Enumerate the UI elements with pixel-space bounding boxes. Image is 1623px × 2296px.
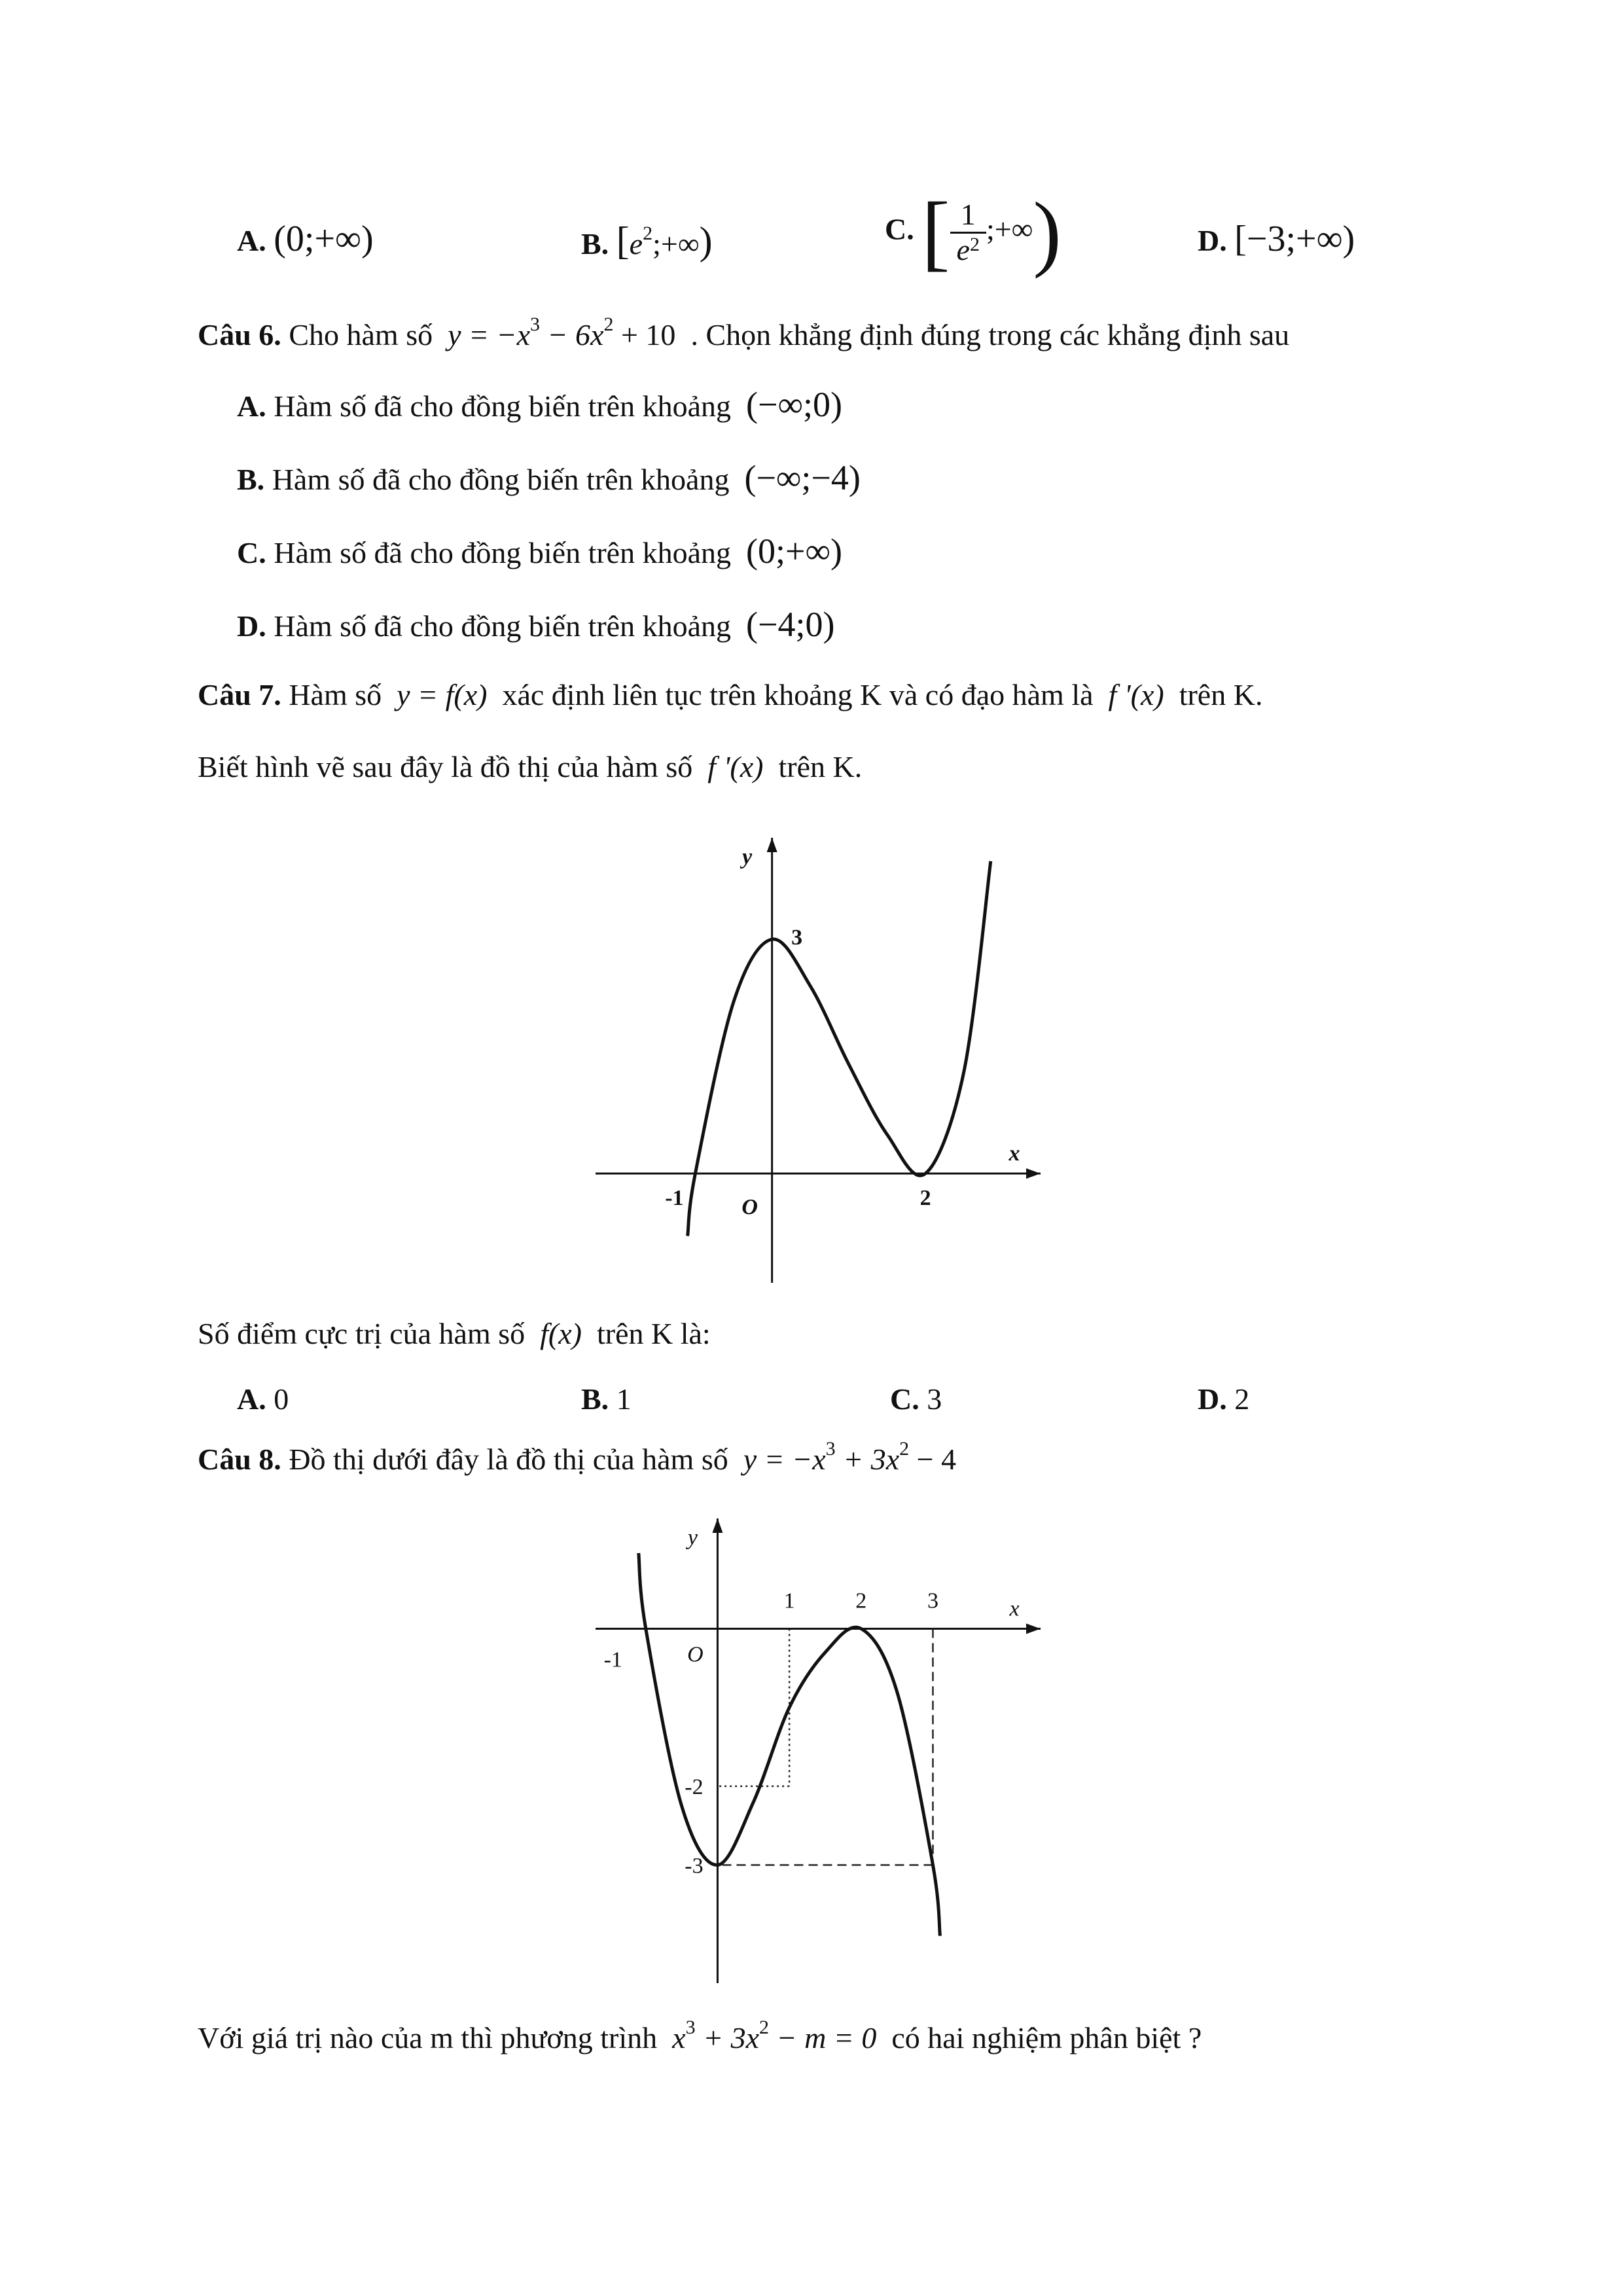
interval-power: 2 (643, 223, 653, 244)
q5-option-c[interactable] (885, 185, 1061, 279)
equation-part: − 6x (540, 318, 604, 351)
y-tick-label: -2 (685, 1775, 704, 1800)
question-text: Biết hình vẽ sau đây là đồ thị của hàm số (198, 750, 693, 783)
option-label: B. (237, 463, 265, 496)
question-text: Với giá trị nào của m thì phương trình (198, 2021, 658, 2054)
option-label: C. (885, 212, 914, 246)
option-text: Hàm số đã cho đồng biến trên khoảng (274, 609, 732, 643)
function-curve (688, 861, 991, 1236)
equation-power: 3 (825, 1438, 836, 1460)
option-label: A. (237, 224, 266, 257)
option-value: 0 (274, 1382, 289, 1416)
q6-option-a[interactable] (237, 384, 842, 426)
q5-option-b[interactable] (581, 217, 713, 264)
question-text: trên K. (1179, 678, 1263, 711)
right-paren-icon: ) (1033, 185, 1061, 279)
graph-fprime-plot (596, 838, 1041, 1283)
y-axis-label: y (687, 1526, 698, 1550)
interval-open-bracket: [ (616, 219, 630, 262)
q5-option-d[interactable] (1198, 217, 1355, 261)
equation: f '(x) (707, 750, 764, 783)
interval: (−∞;−4) (744, 458, 861, 497)
option-label: D. (237, 609, 266, 643)
option-label: B. (581, 1382, 609, 1416)
equation-power: 3 (685, 2017, 696, 2038)
interval-rest: ;+∞ (652, 227, 700, 260)
q7-stem-line1 (198, 677, 1262, 713)
question-text: Hàm số (289, 678, 382, 711)
interval: (−∞;0) (746, 385, 842, 424)
q5-option-a[interactable] (237, 217, 374, 261)
x-tick-label: 2 (919, 1185, 931, 1210)
option-label: D. (1198, 1382, 1227, 1416)
interval-rest: ;+∞ (986, 212, 1033, 246)
question-text: Cho hàm số (289, 318, 433, 351)
question-text: . Chọn khẳng định đúng trong các khẳng định sau (690, 318, 1290, 351)
equation-power: 3 (530, 314, 541, 335)
interval-close-bracket: ) (699, 219, 713, 262)
q8-stem (198, 1437, 956, 1477)
question-label: Câu 7. (198, 678, 281, 711)
option-label: C. (237, 536, 266, 569)
equation-power: 2 (759, 2017, 770, 2038)
equation: f(x) (540, 1317, 582, 1350)
left-bracket-icon: [ (921, 185, 950, 279)
x-tick-label: -1 (665, 1185, 684, 1210)
question-text: trên K. (778, 750, 863, 783)
equation-part: x (672, 2021, 686, 2054)
y-tick-label: 3 (791, 925, 803, 950)
option-text: Hàm số đã cho đồng biến trên khoảng (272, 463, 730, 496)
equation: f '(x) (1108, 678, 1164, 711)
q7-answer-c[interactable] (890, 1381, 942, 1417)
equation-part: + 3x (695, 2021, 760, 2054)
q7-graph (576, 818, 1060, 1302)
interval: (−4;0) (746, 605, 835, 644)
origin-label: O (687, 1642, 704, 1667)
equation-part: y = −x (743, 1443, 826, 1476)
x-axis-arrow-icon (1026, 1623, 1041, 1634)
x-axis-arrow-icon (1026, 1168, 1041, 1179)
graph-cubic-plot (596, 1518, 1041, 1983)
x-axis-label: x (1008, 1141, 1020, 1166)
option-value: 2 (1234, 1382, 1250, 1416)
x-axis-label: x (1009, 1596, 1020, 1621)
equation-part: + 3x (835, 1443, 900, 1476)
equation: y = f(x) (397, 678, 488, 711)
question-label: Câu 8. (198, 1443, 281, 1476)
origin-label: O (741, 1194, 758, 1219)
option-text: Hàm số đã cho đồng biến trên khoảng (274, 536, 732, 569)
question-text: Số điểm cực trị của hàm số (198, 1317, 526, 1350)
q7-answer-b[interactable] (581, 1381, 632, 1417)
equation-part: − 4 (909, 1443, 957, 1476)
fraction-denominator-base: e (956, 232, 970, 266)
equation-part: − m = 0 (769, 2021, 877, 2054)
equation-power: 2 (899, 1438, 910, 1460)
q8-graph (576, 1499, 1060, 2003)
interval: (0;+∞) (274, 219, 374, 259)
option-text: Hàm số đã cho đồng biến trên khoảng (274, 389, 732, 423)
option-label: A. (237, 1382, 266, 1416)
option-label: B. (581, 227, 609, 260)
x-tick-label: 2 (855, 1588, 867, 1613)
q6-option-c[interactable] (237, 530, 842, 573)
equation-part: + 10 (613, 318, 676, 351)
interval: [−3;+∞) (1234, 219, 1355, 259)
q7-answer-a[interactable] (237, 1381, 289, 1417)
interval-base: e (629, 227, 643, 260)
q6-stem (198, 313, 1289, 353)
q6-option-b[interactable] (237, 457, 861, 499)
y-axis-arrow-icon (712, 1518, 722, 1533)
question-text: có hai nghiệm phân biệt ? (891, 2021, 1202, 2054)
equation-power: 2 (603, 314, 614, 335)
q7-stem-line2 (198, 749, 862, 785)
option-value: 3 (927, 1382, 942, 1416)
q6-option-d[interactable] (237, 603, 834, 646)
option-label: D. (1198, 224, 1227, 257)
y-tick-label: -3 (685, 1854, 704, 1878)
y-axis-arrow-icon (767, 838, 777, 852)
fraction-numerator: 1 (950, 198, 986, 234)
q8-question (198, 2016, 1202, 2056)
fraction-denominator-power: 2 (969, 233, 980, 255)
option-label: C. (890, 1382, 919, 1416)
option-label: A. (237, 389, 266, 423)
x-tick-label: -1 (603, 1647, 622, 1672)
y-axis-label: y (742, 845, 753, 869)
question-text: trên K là: (596, 1317, 711, 1350)
question-text: xác định liên tục trên khoảng K và có đạo hàm là (502, 678, 1094, 711)
question-label: Câu 6. (198, 318, 281, 351)
x-tick-label: 3 (927, 1588, 938, 1613)
q7-answer-d[interactable] (1198, 1381, 1249, 1417)
option-value: 1 (616, 1382, 632, 1416)
question-text: Đồ thị dưới đây là đồ thị của hàm số (289, 1443, 728, 1476)
q7-question (198, 1316, 711, 1352)
interval: (0;+∞) (746, 531, 842, 571)
equation-part: y = −x (448, 318, 531, 351)
x-tick-label: 1 (783, 1588, 795, 1613)
